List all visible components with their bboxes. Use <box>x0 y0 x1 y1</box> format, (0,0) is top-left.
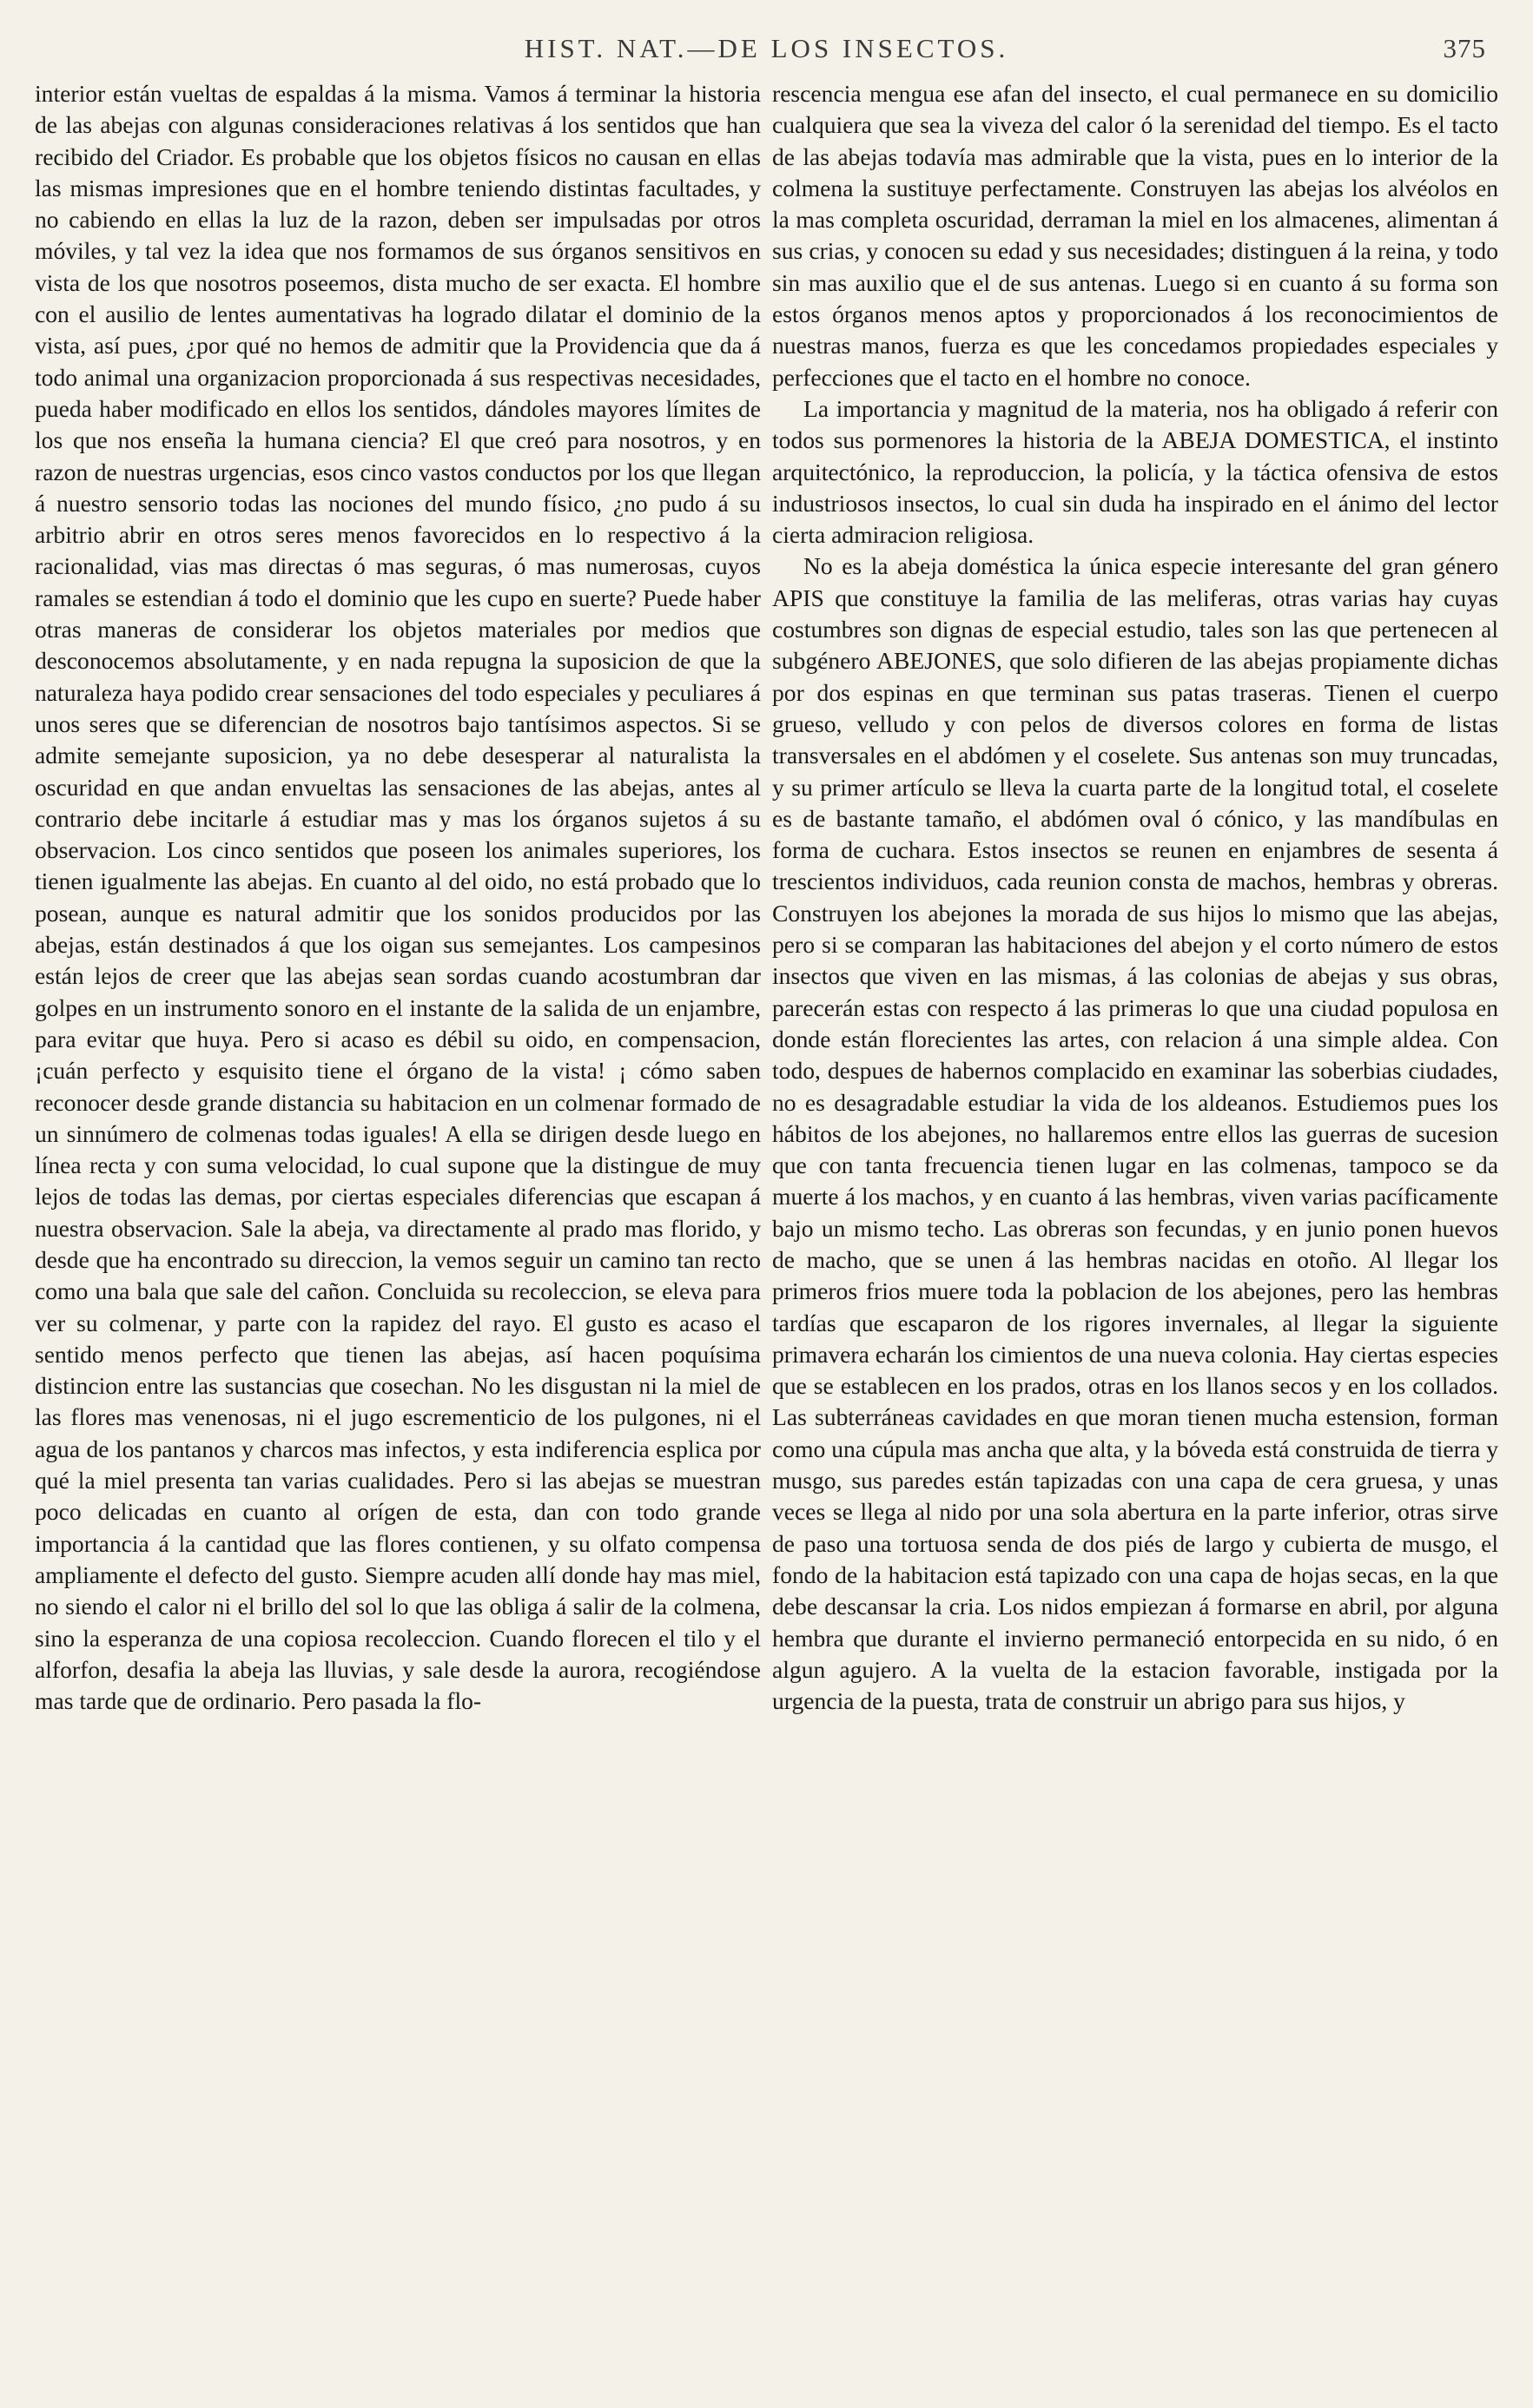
right-paragraph-1: rescencia mengua ese afan del insecto, el cual permanece en su domicilio cualquiera que sea la viveza del calor ó la serenidad del tiempo. Es el tacto de las abejas todavía mas admirable que la vista, pues en lo interior de la colmena la sustituye perfectamente. Construyen las abejas los alvéolos en la mas completa oscuridad, derraman la miel en los almacenes, alimentan á sus crias, y conocen su edad y sus necesidades; distinguen á la reina, y todo sin mas auxilio que el de sus antenas. Luego si en cuanto á su forma son estos órganos menos aptos y proporcionados á los reconocimientos de nuestras manos, fuerza es que les concedamos propiedades especiales y perfecciones que el tacto en el hombre no conoce. <box>772 80 1498 391</box>
running-title: HIST. NAT.—DE LOS INSECTOS. <box>524 33 1009 63</box>
text-columns <box>35 78 1498 1717</box>
column-divider <box>766 78 767 1717</box>
running-head <box>35 33 1498 75</box>
page-number: 375 <box>1443 33 1486 63</box>
left-column <box>35 78 761 1717</box>
right-paragraph-3: No es la abeja doméstica la única especie interesante del gran género APIS que constituye la familia de las meliferas, otras varias hay cuyas costumbres son dignas de especial estudio, tales son las que pertenecen al subgénero ABEJONES, que solo difieren de las abejas propiamente dichas por dos espinas en que terminan sus patas traseras. Tienen el cuerpo grueso, velludo y con pelos de diversos colores en forma de listas transversales en el abdómen y el coselete. Sus antenas son muy truncadas, y su primer artículo se lleva la cuarta parte de la longitud total, el coselete es de bastante tamaño, el abdómen oval ó cónico, y las mandíbulas en forma de cuchara. Estos insectos se reunen en enjambres de sesenta á trescientos individuos, cada reunion consta de machos, hembras y obreras. Construyen los abejones la morada de sus hijos lo mismo que las abejas, pero si se comparan las habitaciones del abejon y el corto número de estos insectos que viven en las mismas, á las colonias de abejas y sus obras, parecerán estas con respecto á las primeras lo que una ciudad populosa en donde están florecientes las artes, con relacion á una simple aldea. Con todo, despues de habernos complacido en examinar las soberbias ciudades, no es desagradable estudiar la vida de los aldeanos. Estudiemos pues los hábitos de los abejones, no hallaremos entre ellos las guerras de sucesion que con tanta frecuencia tienen lugar en las colmenas, tampoco se da muerte á los machos, y en cuanto á las hembras, viven varias pacíficamente bajo un mismo techo. Las obreras son fecundas, y en junio ponen huevos de macho, que se unen á las hembras nacidas en otoño. Al llegar los primeros frios muere toda la poblacion de los abejones, pero las hembras tardías que escaparon de los rigores invernales, al llegar la siguiente primavera echarán los cimientos de una nueva colonia. Hay ciertas especies que se establecen en los prados, otras en los llanos secos y en los collados. Las subterráneas cavidades en que moran tienen mucha estension, forman como una cúpula mas ancha que alta, y la bóveda está construida de tierra y musgo, sus paredes están tapizadas con una capa de cera gruesa, y unas veces se llega al nido por una sola abertura en la parte inferior, otras sirve de paso una tortuosa senda de dos piés de largo y cubierta de musgo, el fondo de la habitacion está tapizado con una capa de hojas secas, en la que debe descansar la cria. Los nidos empiezan á formarse en abril, por alguna hembra que durante el invierno permaneció entorpecida en su nido, ó en algun agujero. A la vuelta de la estacion favorable, instigada por la urgencia de la puesta, trata de construir un abrigo para sus hijos, y <box>772 552 1498 1715</box>
right-paragraph-2: La importancia y magnitud de la materia, nos ha obligado á referir con todos sus pormenores la historia de la ABEJA DOMESTICA, el instinto arquitectónico, la reproduccion, la policía, y la táctica ofensiva de estos industriosos insectos, lo cual sin duda ha inspirado en el ánimo del lector cierta admiracion religiosa. <box>772 394 1498 549</box>
left-paragraph-1: interior están vueltas de espaldas á la misma. Vamos á terminar la historia de las abejas con algunas consideraciones relativas á los sentidos que han recibido del Criador. Es probable que los objetos físicos no causan en ellas las mismas impresiones que en el hombre teniendo distintas facultades, y no cabiendo en ellas la luz de la razon, deben ser impulsadas por otros móviles, y tal vez la idea que nos formamos de sus órganos sensitivos en vista de los que nosotros poseemos, dista mucho de ser exacta. El hombre con el ausilio de lentes aumentativas ha logrado dilatar el dominio de la vista, así pues, ¿por qué no hemos de admitir que la Providencia que da á todo animal una organizacion proporcionada á sus respectivas necesidades, pueda haber modificado en ellos los sentidos, dándoles mayores límites de los que nos enseña la humana ciencia? El que creó para nosotros, y en razon de nuestras urgencias, esos cinco vastos conductos por los que llegan á nuestro sensorio todas las nociones del mundo físico, ¿no pudo á su arbitrio abrir en otros seres menos favorecidos en lo respectivo á la racionalidad, vias mas directas ó mas seguras, ó mas numerosas, cuyos ramales se estendian á todo el dominio que les cupo en suerte? Puede haber otras maneras de considerar los objetos materiales por medios que desconocemos absolutamente, y en nada repugna la suposicion de que la naturaleza haya podido crear sensaciones del todo especiales y peculiares á unos seres que se diferencian de nosotros bajo tantísimos aspectos. Si se admite semejante suposicion, ya no debe desesperar al naturalista la oscuridad en que andan envueltas las sensaciones de las abejas, antes al contrario debe incitarle á estudiar mas y mas los órganos sujetos á su observacion. Los cinco sentidos que poseen los animales superiores, los tienen igualmente las abejas. En cuanto al del oido, no está probado que lo posean, aunque es natural admitir que los sonidos producidos por las abejas, están destinados á que los oigan sus semejantes. Los campesinos están lejos de creer que las abejas sean sordas cuando acostumbran dar golpes en un instrumento sonoro en el instante de la salida de un enjambre, para evitar que huya. Pero si acaso es débil su oido, en compensacion, ¡cuán perfecto y esquisito tiene el órgano de la vista! ¡ cómo saben reconocer desde grande distancia su habitacion en un colmenar formado de un sinnúmero de colmenas todas iguales! A ella se dirigen desde luego en línea recta y con suma velocidad, lo cual supone que la distingue de muy lejos de todas las demas, por ciertas especiales diferencias que escapan á nuestra observacion. Sale la abeja, va directamente al prado mas florido, y desde que ha encontrado su direccion, la vemos seguir un camino tan recto como una bala que sale del cañon. Concluida su recoleccion, se eleva para ver su colmenar, y parte con la rapidez del rayo. El gusto es acaso el sentido menos perfecto que tienen las abejas, así hacen poquísima distincion entre las sustancias que cosechan. No les disgustan ni la miel de las flores mas venenosas, ni el jugo escrementicio de los pulgones, ni el agua de los pantanos y charcos mas infectos, y esta indiferencia esplica por qué la miel presenta tan varias cualidades. Pero si las abejas se muestran poco delicadas en cuanto al orígen de esta, dan con todo grande importancia á la cantidad que las flores contienen, y su olfato compensa ampliamente el defecto del gusto. Siempre acuden allí donde hay mas miel, no siendo el calor ni el brillo del sol lo que las obliga á salir de la colmena, sino la esperanza de una copiosa recoleccion. Cuando florecen el tilo y el alforfon, desafia la abeja las lluvias, y sale desde la aurora, recogiéndose mas tarde que de ordinario. Pero pasada la flo- <box>35 80 761 1715</box>
right-column <box>772 78 1498 1717</box>
